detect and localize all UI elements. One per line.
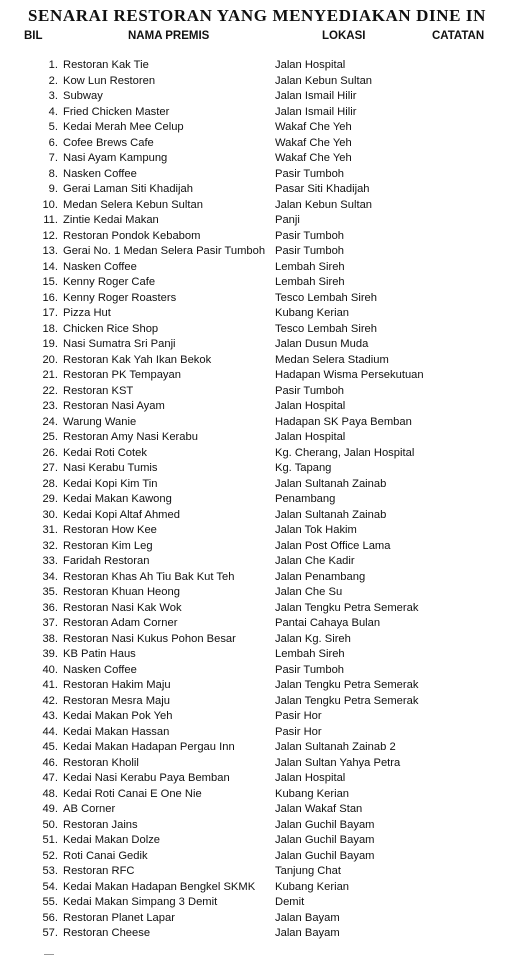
premise-location: Jalan Tengku Petra Semerak (275, 679, 419, 691)
premise-name: Restoran Kak Yah Ikan Bekok (63, 353, 212, 366)
row-number: 51. (42, 834, 58, 846)
list-item (0, 647, 514, 663)
premise-location: Jalan Guchil Bayam (275, 834, 375, 846)
row-number: 34. (42, 570, 58, 583)
premise-name: AB Corner (63, 803, 116, 815)
list-item (0, 120, 514, 136)
premise-location: Hadapan SK Paya Bemban (275, 415, 412, 428)
row-number: 20. (42, 353, 58, 366)
list-item (0, 415, 514, 431)
list-item (0, 787, 514, 803)
row-number: 50. (42, 818, 58, 831)
list-item (0, 539, 514, 555)
list-item (0, 492, 514, 508)
premise-location: Jalan Hospital (275, 59, 346, 71)
list-item (0, 570, 514, 586)
row-number: 4. (48, 105, 58, 118)
row-number: 3. (48, 90, 58, 102)
premise-name: Nasi Kerabu Tumis (63, 462, 158, 474)
row-number: 31. (42, 524, 58, 536)
premise-name: Chicken Rice Shop (63, 322, 159, 335)
premise-name: Kedai Makan Pok Yeh (63, 710, 173, 722)
list-item (0, 229, 514, 245)
list-item (0, 616, 514, 632)
list-item (0, 508, 514, 524)
premise-name: Kedai Makan Hadapan Pergau Inn (63, 741, 235, 753)
row-number: 2. (48, 74, 58, 87)
row-number: 10. (42, 198, 58, 211)
list-item (0, 895, 514, 911)
premise-location: Hadapan Wisma Persekutuan (275, 369, 424, 381)
premise-name: Kedai Makan Hadapan Bengkel SKMK (63, 880, 256, 893)
row-number: 18. (42, 322, 58, 335)
premise-name: Kedai Makan Kawong (63, 493, 172, 505)
list-item (0, 136, 514, 152)
premise-name: Restoran Hakim Maju (63, 679, 171, 691)
premise-location: Jalan Penambang (275, 570, 366, 583)
list-item (0, 399, 514, 415)
list-item (0, 678, 514, 694)
premise-location: Panji (275, 214, 300, 226)
list-item (0, 926, 514, 942)
row-number: 12. (42, 229, 58, 242)
cut-off-row-marker (44, 954, 54, 958)
premise-name: Restoran Pondok Kebabom (63, 229, 201, 242)
premise-location: Pasir Tumboh (275, 167, 345, 180)
column-header-lokasi: LOKASI (322, 30, 366, 42)
row-number: 21. (42, 369, 58, 381)
document-title: SENARAI RESTORAN YANG MENYEDIAKAN DINE IN (27, 6, 486, 25)
list-item (0, 756, 514, 772)
row-number: 49. (42, 803, 58, 815)
list-item (0, 430, 514, 446)
list-item (0, 663, 514, 679)
row-number: 40. (42, 663, 58, 676)
premise-location: Jalan Bayam (275, 911, 340, 924)
premise-location: Jalan Che Su (275, 586, 343, 598)
premise-name: Kedai Kopi Altaf Ahmed (63, 508, 180, 521)
list-item (0, 322, 514, 338)
row-number: 43. (42, 710, 58, 722)
premise-location: Jalan Che Kadir (275, 555, 355, 567)
list-item (0, 213, 514, 229)
premise-location: Pasar Siti Khadijah (275, 183, 370, 195)
premise-name: Kedai Makan Hassan (63, 725, 170, 738)
premise-name: Cofee Brews Cafe (63, 136, 154, 149)
list-item (0, 461, 514, 477)
list-item (0, 849, 514, 865)
premise-location: Kg. Tapang (275, 462, 332, 474)
row-number: 32. (42, 539, 58, 552)
row-number: 57. (42, 927, 58, 939)
premise-location: Jalan Tengku Petra Semerak (275, 601, 419, 614)
premise-location: Jalan Tengku Petra Semerak (275, 694, 419, 707)
list-item (0, 818, 514, 834)
premise-name: Kedai Nasi Kerabu Paya Bemban (63, 772, 230, 784)
premise-name: Restoran Amy Nasi Kerabu (63, 431, 198, 443)
list-item (0, 275, 514, 291)
row-number: 37. (42, 617, 58, 629)
list-item (0, 725, 514, 741)
premise-location: Jalan Hospital (275, 400, 346, 412)
list-item (0, 585, 514, 601)
premise-name: Kedai Makan Dolze (63, 834, 161, 846)
list-item (0, 709, 514, 725)
premise-location: Jalan Kebun Sultan (275, 198, 373, 211)
premise-name: Restoran Khuan Heong (63, 586, 180, 598)
list-item (0, 244, 514, 260)
premise-name: Nasi Ayam Kampung (63, 152, 168, 164)
row-number: 1. (48, 59, 58, 71)
premise-name: Zintie Kedai Makan (63, 214, 159, 226)
premise-name: Fried Chicken Master (63, 105, 170, 118)
premise-location: Pasir Tumboh (275, 245, 345, 257)
list-item (0, 368, 514, 384)
row-number: 46. (42, 756, 58, 769)
premise-name: Gerai Laman Siti Khadijah (63, 183, 193, 195)
premise-name: Restoran Nasi Kukus Pohon Besar (63, 632, 236, 645)
row-number: 38. (42, 632, 58, 645)
premise-name: Nasken Coffee (63, 260, 137, 273)
row-number: 5. (48, 121, 58, 133)
premise-location: Pantai Cahaya Bulan (275, 617, 381, 629)
premise-name: Restoran Nasi Kak Wok (63, 601, 182, 614)
premise-name: Restoran Planet Lapar (63, 911, 175, 924)
list-item (0, 151, 514, 167)
premise-location: Jalan Bayam (275, 927, 340, 939)
list-item (0, 880, 514, 896)
premise-name: Kedai Roti Canai E One Nie (63, 787, 202, 800)
column-header-nama-premis: NAMA PREMIS (128, 30, 210, 42)
row-number: 45. (42, 741, 58, 753)
list-item (0, 384, 514, 400)
list-item (0, 291, 514, 307)
column-header-catatan: CATATAN (432, 30, 485, 42)
premise-location: Pasir Tumboh (275, 663, 345, 676)
premise-location: Jalan Sultanah Zainab 2 (275, 741, 396, 753)
premise-name: Restoran Kholil (63, 756, 139, 769)
premise-location: Jalan Wakaf Stan (275, 803, 363, 815)
premise-location: Jalan Guchil Bayam (275, 818, 375, 831)
row-number: 30. (42, 508, 58, 521)
premise-name: Restoran Nasi Ayam (63, 400, 165, 412)
list-item (0, 198, 514, 214)
row-number: 48. (42, 787, 58, 800)
premise-location: Jalan Post Office Lama (275, 539, 391, 552)
premise-name: Restoran How Kee (63, 524, 157, 536)
premise-location: Jalan Ismail Hilir (275, 105, 357, 118)
row-number: 22. (42, 384, 58, 397)
premise-location: Lembah Sireh (275, 648, 345, 660)
premise-location: Jalan Hospital (275, 772, 346, 784)
row-number: 56. (42, 911, 58, 924)
list-item (0, 89, 514, 105)
list-item (0, 802, 514, 818)
list-item (0, 601, 514, 617)
premise-location: Jalan Kg. Sireh (275, 632, 351, 645)
list-item (0, 167, 514, 183)
premise-location: Tesco Lembah Sireh (275, 322, 377, 335)
premise-name: Kenny Roger Cafe (63, 276, 156, 288)
list-item (0, 477, 514, 493)
row-number: 28. (42, 477, 58, 490)
premise-name: Restoran Mesra Maju (63, 694, 170, 707)
list-item (0, 740, 514, 756)
premise-name: Gerai No. 1 Medan Selera Pasir Tumboh (63, 245, 266, 257)
premise-name: Nasken Coffee (63, 167, 137, 180)
row-number: 42. (42, 694, 58, 707)
premise-name: Nasi Sumatra Sri Panji (63, 338, 176, 350)
column-header-bil: BIL (24, 30, 43, 42)
premise-location: Wakaf Che Yeh (275, 152, 352, 164)
row-number: 16. (42, 291, 58, 304)
premise-name: Restoran Cheese (63, 927, 151, 939)
row-number: 53. (42, 865, 58, 877)
premise-name: Restoran RFC (63, 865, 135, 877)
list-item (0, 105, 514, 121)
premise-name: Restoran Khas Ah Tiu Bak Kut Teh (63, 570, 235, 583)
premise-location: Tanjung Chat (275, 865, 341, 877)
premise-name: Pizza Hut (63, 307, 111, 319)
list-item (0, 833, 514, 849)
premise-location: Pasir Hor (275, 725, 322, 738)
premise-name: Kedai Kopi Kim Tin (63, 477, 158, 490)
list-item (0, 632, 514, 648)
row-number: 54. (42, 880, 58, 893)
row-number: 19. (42, 338, 58, 350)
premise-name: Restoran PK Tempayan (63, 369, 181, 381)
restaurant-list (0, 58, 514, 942)
row-number: 35. (42, 586, 58, 598)
premise-location: Jalan Sultanah Zainab (275, 477, 387, 490)
row-number: 11. (43, 214, 58, 226)
premise-location: Penambang (275, 493, 336, 505)
row-number: 52. (42, 849, 58, 862)
premise-location: Wakaf Che Yeh (275, 121, 352, 133)
premise-name: Kedai Merah Mee Celup (63, 121, 184, 133)
list-item (0, 306, 514, 322)
premise-location: Jalan Guchil Bayam (275, 849, 375, 862)
row-number: 15. (42, 276, 58, 288)
premise-location: Pasir Hor (275, 710, 322, 722)
premise-location: Jalan Sultan Yahya Petra (275, 756, 401, 769)
list-item (0, 446, 514, 462)
premise-name: Kenny Roger Roasters (63, 291, 177, 304)
row-number: 7. (48, 152, 58, 164)
list-item (0, 554, 514, 570)
premise-location: Jalan Tok Hakim (275, 524, 357, 536)
row-number: 41. (42, 679, 58, 691)
premise-name: Faridah Restoran (63, 555, 150, 567)
premise-name: Restoran KST (63, 384, 134, 397)
list-item (0, 694, 514, 710)
premise-location: Kg. Cherang, Jalan Hospital (275, 446, 415, 459)
premise-location: Jalan Dusun Muda (275, 338, 369, 350)
row-number: 26. (42, 446, 58, 459)
row-number: 17. (42, 307, 58, 319)
list-item (0, 353, 514, 369)
row-number: 14. (42, 260, 58, 273)
list-item (0, 74, 514, 90)
premise-name: Kedai Roti Cotek (63, 446, 147, 459)
list-item (0, 58, 514, 74)
row-number: 55. (42, 896, 58, 908)
premise-name: Nasken Coffee (63, 663, 137, 676)
row-number: 44. (42, 725, 58, 738)
premise-location: Jalan Kebun Sultan (275, 74, 373, 87)
premise-location: Jalan Hospital (275, 431, 346, 443)
premise-location: Lembah Sireh (275, 260, 345, 273)
premise-name: Roti Canai Gedik (63, 849, 148, 862)
row-number: 13. (42, 245, 58, 257)
row-number: 27. (42, 462, 58, 474)
row-number: 36. (42, 601, 58, 614)
list-item (0, 911, 514, 927)
premise-location: Jalan Ismail Hilir (275, 90, 357, 102)
premise-name: Restoran Kim Leg (63, 539, 153, 552)
row-number: 47. (42, 772, 58, 784)
premise-location: Kubang Kerian (275, 307, 350, 319)
row-number: 24. (42, 415, 58, 428)
row-number: 9. (48, 183, 58, 195)
premise-location: Pasir Tumboh (275, 384, 345, 397)
list-item (0, 771, 514, 787)
row-number: 33. (42, 555, 58, 567)
list-item (0, 864, 514, 880)
premise-name: Restoran Adam Corner (63, 617, 178, 629)
row-number: 8. (48, 167, 58, 180)
premise-location: Tesco Lembah Sireh (275, 291, 377, 304)
list-item (0, 337, 514, 353)
premise-name: Warung Wanie (63, 415, 137, 428)
row-number: 25. (42, 431, 58, 443)
row-number: 29. (42, 493, 58, 505)
premise-location: Wakaf Che Yeh (275, 136, 352, 149)
list-item (0, 182, 514, 198)
row-number: 23. (42, 400, 58, 412)
premise-name: Subway (63, 90, 103, 102)
row-number: 6. (48, 136, 58, 149)
premise-name: Medan Selera Kebun Sultan (63, 198, 203, 211)
premise-location: Pasir Tumboh (275, 229, 345, 242)
premise-location: Medan Selera Stadium (275, 353, 389, 366)
premise-location: Lembah Sireh (275, 276, 345, 288)
premise-name: Kedai Makan Simpang 3 Demit (63, 896, 218, 908)
premise-location: Demit (275, 896, 305, 908)
premise-location: Jalan Sultanah Zainab (275, 508, 387, 521)
premise-location: Kubang Kerian (275, 787, 350, 800)
list-item (0, 260, 514, 276)
premise-name: KB Patin Haus (63, 648, 136, 660)
premise-name: Kow Lun Restoren (63, 74, 156, 87)
premise-name: Restoran Kak Tie (63, 59, 149, 71)
row-number: 39. (42, 648, 58, 660)
premise-location: Kubang Kerian (275, 880, 350, 893)
premise-name: Restoran Jains (63, 818, 138, 831)
list-item (0, 523, 514, 539)
